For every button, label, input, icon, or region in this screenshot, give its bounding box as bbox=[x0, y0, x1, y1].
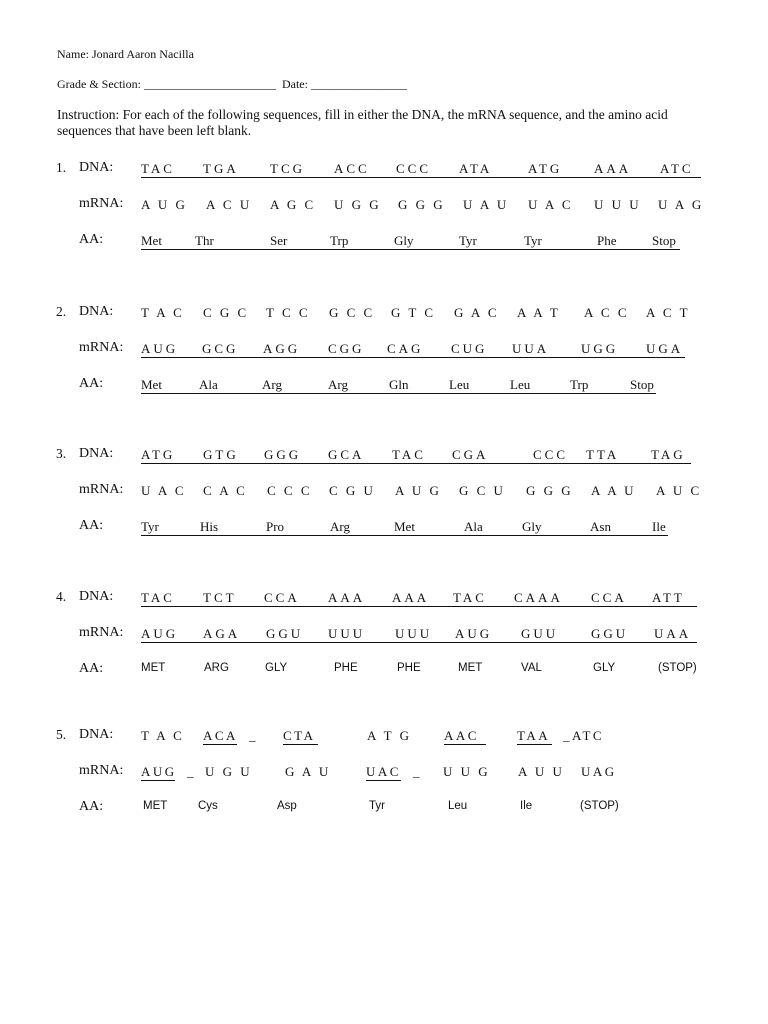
problem-5-amino-acid: Cys bbox=[198, 800, 218, 812]
problem-3-amino-acid: Arg bbox=[330, 519, 350, 534]
problem-4-amino-acid: ARG bbox=[204, 662, 229, 674]
problem-5-amino-acid: Ile bbox=[520, 800, 533, 812]
problem-4-amino-acid: MET bbox=[458, 662, 483, 674]
problem-1-dna-codon: TGA bbox=[203, 161, 239, 176]
problem-4-mrna-codon: GGU bbox=[591, 626, 629, 641]
problem-3-dna-codon: CCC bbox=[533, 447, 569, 462]
problem-1-amino-acid: Phe bbox=[597, 233, 617, 248]
problem-3-mrna-codon: C C C bbox=[267, 483, 313, 498]
problem-3-dna-codon: TAC bbox=[392, 447, 426, 462]
problem-2-mrna-codon: CGG bbox=[328, 341, 365, 356]
instruction-text: Instruction: For each of the following sequences, fill in either the DNA, the mRNA sequence, and the amino acid sequences that have been left blank. bbox=[57, 107, 668, 138]
problem-4-dna-codon: ATT bbox=[652, 590, 685, 605]
problem-4-mrna-codon: AUG bbox=[455, 626, 493, 641]
problem-5-dna-codon: TAA bbox=[517, 728, 551, 743]
problem-5-amino-acid: Leu bbox=[448, 800, 468, 812]
problem-1-dna-underline bbox=[141, 177, 701, 178]
problem-2-amino-acid: Arg bbox=[262, 377, 282, 392]
problem-4-dna-codon: CCA bbox=[264, 590, 300, 605]
problem-1-number: 1. bbox=[56, 160, 67, 175]
problem-2-mrna-label: mRNA: bbox=[79, 340, 124, 355]
problem-1-mrna-codon: U A C bbox=[528, 197, 574, 212]
problem-4-mrna-codon: UAA bbox=[654, 626, 692, 641]
problem-5-dna-codon: T A C bbox=[141, 728, 185, 743]
problem-5-mrna-underline bbox=[366, 780, 401, 781]
problem-1-amino-acid: Gly bbox=[394, 233, 414, 248]
problem-5-mrna-codon: U U G bbox=[443, 764, 491, 779]
problem-1-dna-codon: ATA bbox=[459, 161, 493, 176]
problem-1-dna-label: DNA: bbox=[79, 160, 114, 175]
problem-3-amino-acid: Pro bbox=[266, 519, 285, 534]
problem-5-amino-acid: (STOP) bbox=[580, 800, 619, 812]
problem-3-mrna-codon: A U G bbox=[395, 483, 442, 498]
problem-3-mrna-codon: G G G bbox=[526, 483, 574, 498]
problem-5-amino-acid-label: AA: bbox=[79, 799, 104, 814]
problem-1-dna-codon: ATG bbox=[528, 161, 563, 176]
problem-5-dna-underline bbox=[517, 744, 552, 745]
problem-3-mrna-codon: C A C bbox=[203, 483, 248, 498]
problem-4-amino-acid-label: AA: bbox=[79, 661, 104, 676]
problem-3-dna-codon: TAG bbox=[651, 447, 686, 462]
problem-3-mrna-codon: A U C bbox=[656, 483, 702, 498]
problem-3-dna-codon: GGG bbox=[264, 447, 302, 462]
problem-5-dna-underline bbox=[203, 744, 237, 745]
problem-4-amino-acid: GLY bbox=[265, 662, 288, 674]
problem-3-dna-codon: GCA bbox=[328, 447, 365, 462]
problem-4-dna-codon: TCT bbox=[203, 590, 237, 605]
problem-4-mrna-codon: AUG bbox=[141, 626, 179, 641]
problem-2-dna-codon: G C C bbox=[329, 305, 375, 320]
problem-3-dna-underline bbox=[141, 463, 691, 464]
problem-2-mrna-codon: AUG bbox=[141, 341, 179, 356]
problem-1-mrna-codon: U U U bbox=[594, 197, 642, 212]
problem-2-dna-codon: G A C bbox=[454, 305, 500, 320]
problem-2-amino-acid: Gln bbox=[389, 377, 409, 392]
problem-1-amino-acid: Ser bbox=[270, 233, 288, 248]
problem-2-dna-label: DNA: bbox=[79, 304, 114, 319]
problem-1-amino-acid-label: AA: bbox=[79, 232, 104, 247]
problem-3-amino-acid: Ile bbox=[652, 519, 666, 534]
problem-4-dna-codon: TAC bbox=[141, 590, 175, 605]
problem-4-mrna-codon: UUU bbox=[328, 626, 366, 641]
problem-4-mrna-codon: GGU bbox=[266, 626, 304, 641]
problem-4-amino-acid: GLY bbox=[593, 662, 616, 674]
problem-2-number: 2. bbox=[56, 304, 67, 319]
problem-4-mrna-codon: UUU bbox=[395, 626, 433, 641]
problem-4-amino-acid: VAL bbox=[521, 662, 542, 674]
problem-1-mrna-codon: U A G bbox=[658, 197, 704, 212]
problem-3-mrna-label: mRNA: bbox=[79, 482, 124, 497]
problem-5-mrna-codon: G A U bbox=[285, 764, 331, 779]
problem-5-mrna-codon: A U U bbox=[518, 764, 565, 779]
problem-4-number: 4. bbox=[56, 589, 67, 604]
problem-3-amino-acid: Met bbox=[394, 519, 415, 534]
problem-5-dna-codon: _ bbox=[249, 728, 258, 743]
problem-2-mrna-codon: UGG bbox=[581, 341, 619, 356]
problem-4-amino-acid: (STOP) bbox=[658, 662, 697, 674]
problem-4-mrna-codon: AGA bbox=[203, 626, 241, 641]
problem-4-amino-acid: PHE bbox=[397, 662, 421, 674]
problem-4-amino-acid: PHE bbox=[334, 662, 358, 674]
problem-2-amino-acid: Leu bbox=[510, 377, 531, 392]
problem-3-amino-acid: Gly bbox=[522, 519, 542, 534]
problem-1-dna-codon: ACC bbox=[334, 161, 370, 176]
problem-1-mrna-codon: U G G bbox=[334, 197, 382, 212]
problem-1-amino-acid: Thr bbox=[195, 233, 214, 248]
problem-2-mrna-codon: CUG bbox=[451, 341, 488, 356]
problem-5-dna-label: DNA: bbox=[79, 727, 114, 742]
problem-3-amino-acid: Ala bbox=[464, 519, 483, 534]
problem-5-mrna-codon: AUG bbox=[141, 764, 177, 779]
problem-3-mrna-codon: G C U bbox=[459, 483, 506, 498]
problem-3-number: 3. bbox=[56, 446, 67, 461]
problem-1-amino-acid: Stop bbox=[652, 233, 676, 248]
problem-2-amino-acid: Ala bbox=[199, 377, 218, 392]
problem-2-dna-codon: A C C bbox=[584, 305, 630, 320]
problem-2-mrna-codon: CAG bbox=[387, 341, 424, 356]
grade-section-date-line: Grade & Section: ______________________ Date: ________________ bbox=[57, 77, 407, 91]
problem-1-amino-acid: Tyr bbox=[524, 233, 542, 248]
problem-2-amino-acid-underline bbox=[141, 393, 656, 394]
problem-3-dna-codon: ATG bbox=[141, 447, 176, 462]
problem-2-amino-acid: Met bbox=[141, 377, 162, 392]
problem-2-mrna-codon: UGA bbox=[646, 341, 684, 356]
problem-5-mrna-codon: U G U bbox=[205, 764, 253, 779]
problem-2-amino-acid-label: AA: bbox=[79, 376, 104, 391]
problem-4-dna-codon: AAA bbox=[392, 590, 430, 605]
problem-2-dna-codon: A A T bbox=[517, 305, 561, 320]
problem-1-mrna-codon: U A U bbox=[463, 197, 509, 212]
problem-1-amino-acid-underline bbox=[141, 249, 680, 250]
problem-4-dna-codon: TAC bbox=[453, 590, 487, 605]
problem-5-amino-acid: MET bbox=[143, 800, 168, 812]
problem-2-dna-codon: A C T bbox=[646, 305, 691, 320]
problem-3-dna-codon: TTA bbox=[586, 447, 620, 462]
problem-1-dna-codon: ATC bbox=[660, 161, 694, 176]
problem-3-amino-acid: Asn bbox=[590, 519, 611, 534]
problem-4-dna-codon: CCA bbox=[591, 590, 627, 605]
problem-3-amino-acid: His bbox=[200, 519, 219, 534]
problem-1-dna-codon: AAA bbox=[594, 161, 632, 176]
problem-1-mrna-label: mRNA: bbox=[79, 196, 124, 211]
problem-3-dna-codon: CGA bbox=[452, 447, 489, 462]
problem-5-dna-codon: A T G bbox=[367, 728, 412, 743]
problem-5-dna-codon: _ATC bbox=[563, 728, 605, 743]
problem-2-dna-codon: C G C bbox=[203, 305, 249, 320]
problem-1-amino-acid: Met bbox=[141, 233, 162, 248]
problem-4-dna-codon: AAA bbox=[328, 590, 366, 605]
problem-2-dna-codon: T A C bbox=[141, 305, 185, 320]
problem-3-mrna-codon: U A C bbox=[141, 483, 187, 498]
problem-5-dna-codon: ACA bbox=[203, 728, 238, 743]
problem-4-dna-label: DNA: bbox=[79, 589, 114, 604]
student-name: Name: Jonard Aaron Nacilla bbox=[57, 47, 194, 61]
problem-4-mrna-codon: GUU bbox=[521, 626, 559, 641]
problem-5-dna-underline bbox=[444, 744, 486, 745]
problem-2-mrna-codon: AGG bbox=[263, 341, 301, 356]
problem-2-amino-acid: Stop bbox=[630, 377, 654, 392]
problem-2-dna-codon: T C C bbox=[266, 305, 311, 320]
problem-3-mrna-codon: C G U bbox=[329, 483, 376, 498]
problem-4-mrna-label: mRNA: bbox=[79, 625, 124, 640]
problem-4-mrna-underline bbox=[141, 642, 697, 643]
problem-2-amino-acid: Trp bbox=[570, 377, 589, 392]
problem-5-dna-codon: AAC bbox=[444, 728, 479, 743]
problem-5-dna-underline bbox=[283, 744, 318, 745]
problem-5-mrna-label: mRNA: bbox=[79, 763, 124, 778]
problem-5-amino-acid: Asp bbox=[277, 800, 297, 812]
problem-1-dna-codon: TAC bbox=[141, 161, 175, 176]
problem-2-dna-codon: G T C bbox=[391, 305, 436, 320]
problem-2-mrna-underline bbox=[141, 357, 685, 358]
problem-2-mrna-codon: GCG bbox=[202, 341, 239, 356]
problem-3-dna-codon: GTG bbox=[203, 447, 239, 462]
problem-1-mrna-codon: G G G bbox=[398, 197, 446, 212]
problem-1-mrna-codon: A G C bbox=[270, 197, 316, 212]
problem-5-amino-acid: Tyr bbox=[369, 800, 385, 812]
problem-4-dna-underline bbox=[141, 606, 697, 607]
problem-1-dna-codon: TCG bbox=[270, 161, 305, 176]
problem-3-mrna-codon: A A U bbox=[591, 483, 637, 498]
problem-1-mrna-codon: A C U bbox=[206, 197, 252, 212]
problem-5-mrna-codon: _ bbox=[413, 764, 422, 779]
problem-3-amino-acid: Tyr bbox=[141, 519, 159, 534]
problem-4-dna-codon: CAAA bbox=[514, 590, 563, 605]
problem-5-number: 5. bbox=[56, 727, 67, 742]
problem-4-amino-acid: MET bbox=[141, 662, 166, 674]
problem-1-amino-acid: Trp bbox=[330, 233, 349, 248]
problem-3-amino-acid-underline bbox=[141, 535, 668, 536]
problem-5-mrna-codon: UAG bbox=[581, 764, 617, 779]
problem-5-dna-codon: CTA bbox=[283, 728, 316, 743]
problem-1-amino-acid: Tyr bbox=[459, 233, 477, 248]
problem-2-amino-acid: Leu bbox=[449, 377, 470, 392]
problem-1-dna-codon: CCC bbox=[396, 161, 432, 176]
problem-1-mrna-codon: A U G bbox=[141, 197, 188, 212]
problem-5-mrna-underline bbox=[141, 780, 175, 781]
problem-5-mrna-codon: _ bbox=[187, 764, 196, 779]
problem-5-mrna-codon: UAC bbox=[366, 764, 401, 779]
problem-3-dna-label: DNA: bbox=[79, 446, 114, 461]
problem-3-amino-acid-label: AA: bbox=[79, 518, 104, 533]
problem-2-amino-acid: Arg bbox=[328, 377, 348, 392]
problem-2-mrna-codon: UUA bbox=[512, 341, 550, 356]
